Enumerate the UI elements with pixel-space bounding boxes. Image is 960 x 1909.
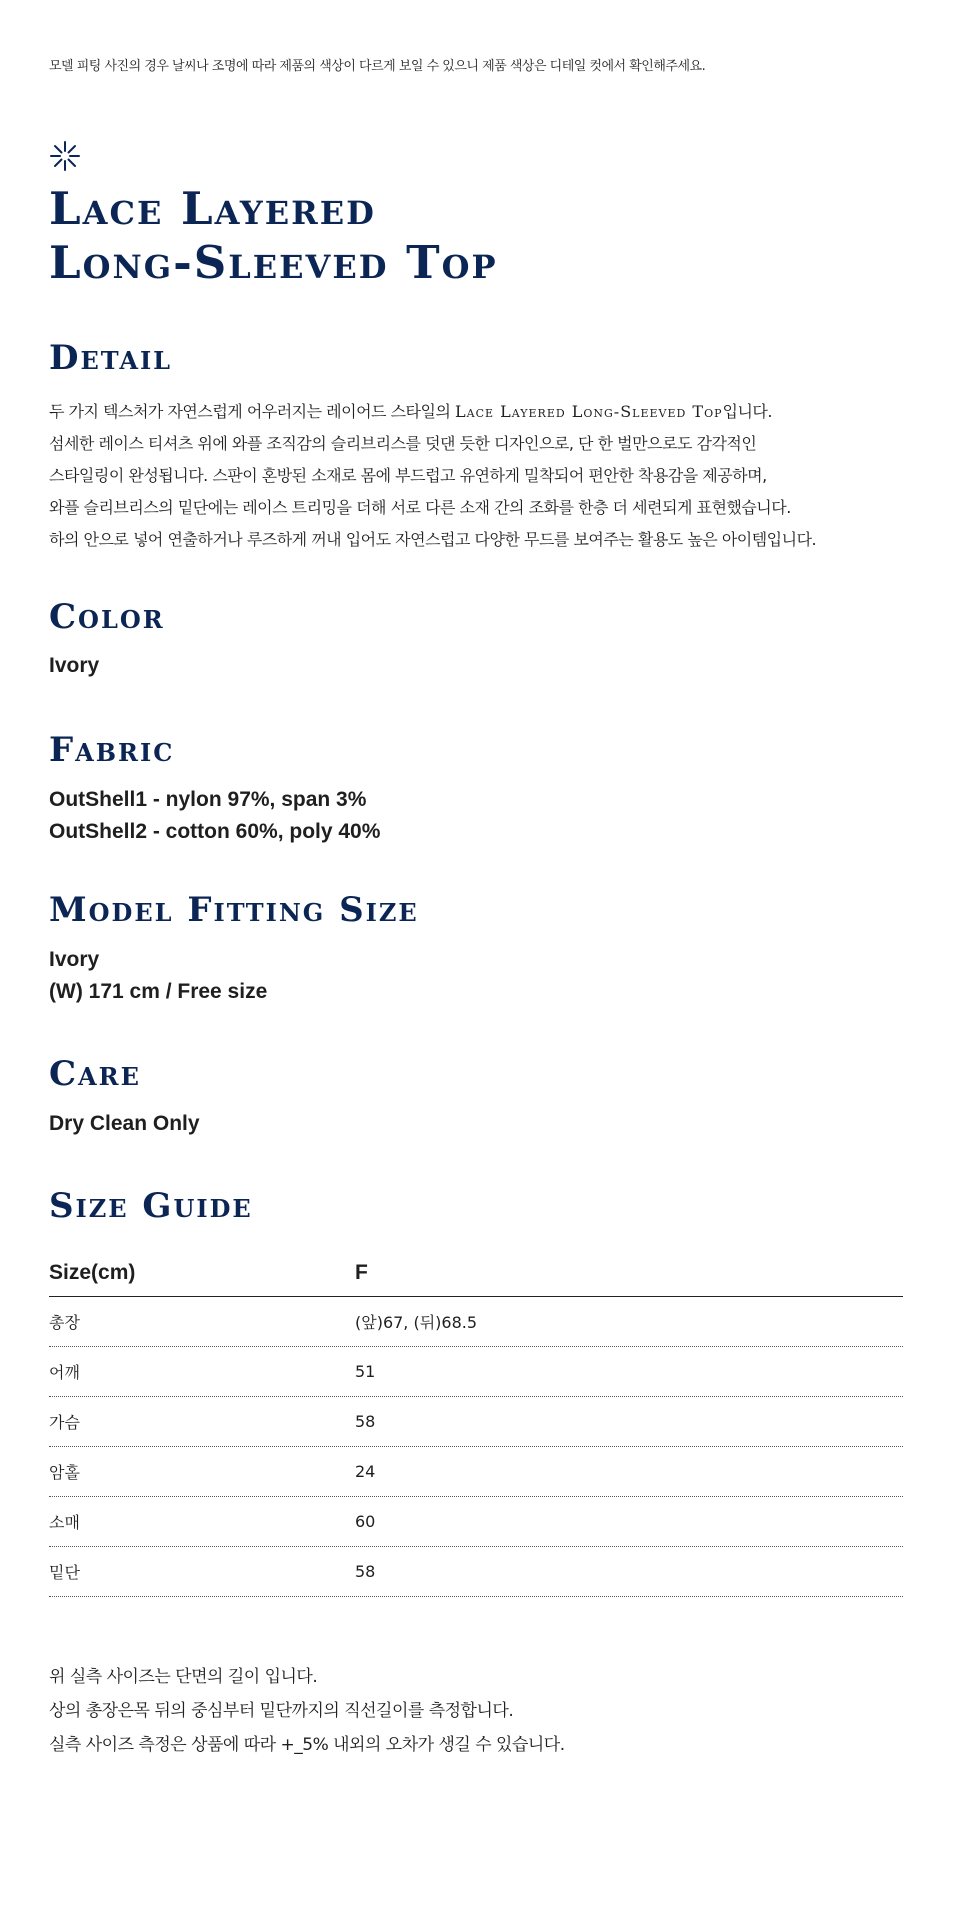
color-notice: 모델 피팅 사진의 경우 날씨나 조명에 따라 제품의 색상이 다르게 보일 수 있으니 제품 색상은 디테일 컷에서 확인해주세요. xyxy=(49,59,706,74)
model-color: Ivory xyxy=(49,948,100,971)
fabric-values xyxy=(49,784,380,848)
detail-line-4: 와플 슬리브리스의 밑단에는 레이스 트리밍을 더해 서로 다른 소재 간의 조화를 한층 더 세련되게 표현했습니다. xyxy=(49,498,791,517)
detail-line-5: 하의 안으로 넣어 연출하거나 루즈하게 꺼내 입어도 자연스럽고 다양한 무드를 보여주는 활용도 높은 아이템입니다. xyxy=(49,530,817,549)
detail-description xyxy=(49,396,816,556)
fabric-heading: Fabric xyxy=(49,730,175,770)
measurement-label: 총장 xyxy=(49,1313,80,1332)
size-table xyxy=(49,1250,903,1597)
model-size: (W) 171 cm / Free size xyxy=(49,980,268,1003)
table-row xyxy=(49,1347,903,1397)
size-note-1: 위 실측 사이즈는 단면의 길이 입니다. xyxy=(49,1667,318,1687)
table-row xyxy=(49,1547,903,1597)
care-heading: Care xyxy=(49,1054,141,1094)
measurement-value: 24 xyxy=(355,1462,376,1481)
measurement-value: (앞)67, (뒤)68.5 xyxy=(355,1313,478,1332)
color-heading: Color xyxy=(49,597,165,637)
table-row xyxy=(49,1397,903,1447)
fabric-line-2: OutShell2 - cotton 60%, poly 40% xyxy=(49,820,381,843)
detail-line-1 xyxy=(49,396,816,428)
free-size-column-header: F xyxy=(355,1261,368,1284)
measurement-label: 암홀 xyxy=(49,1463,80,1482)
detail-line-1-suffix: 입니다. xyxy=(722,402,772,421)
table-row xyxy=(49,1297,903,1347)
detail-product-name: Lace Layered Long-Sleeved Top xyxy=(455,402,723,421)
detail-line-2: 섬세한 레이스 티셔츠 위에 와플 조직감의 슬리브리스를 덧댄 듯한 디자인으로, 단 한 벌만으로도 감각적인 xyxy=(49,434,757,453)
size-note-2: 상의 총장은목 뒤의 중심부터 밑단까지의 직선길이를 측정합니다. xyxy=(49,1701,514,1721)
size-table-header xyxy=(49,1250,903,1297)
measurement-value: 60 xyxy=(355,1512,376,1531)
size-note-3: 실측 사이즈 측정은 상품에 따라 +_5% 내외의 오차가 생길 수 있습니다. xyxy=(49,1735,565,1755)
product-title-line2: Long-Sleeved Top xyxy=(49,236,498,289)
measurement-label: 가슴 xyxy=(49,1413,80,1432)
measurement-label: 밑단 xyxy=(49,1563,80,1582)
measurement-value: 51 xyxy=(355,1362,376,1381)
measurement-label: 어깨 xyxy=(49,1363,80,1382)
color-value: Ivory xyxy=(49,654,100,677)
table-row xyxy=(49,1447,903,1497)
measurement-label: 소매 xyxy=(49,1513,80,1532)
detail-line-1-text: 두 가지 텍스처가 자연스럽게 어우러지는 레이어드 스타일의 xyxy=(49,402,456,421)
measurement-value: 58 xyxy=(355,1412,376,1431)
size-column-header: Size(cm) xyxy=(49,1261,136,1284)
size-notes xyxy=(49,1660,565,1762)
detail-heading: Detail xyxy=(49,338,173,378)
fabric-line-1: OutShell1 - nylon 97%, span 3% xyxy=(49,788,367,811)
asterisk-burst-icon xyxy=(49,140,81,172)
model-fitting-heading: Model Fitting Size xyxy=(49,890,419,930)
product-title xyxy=(49,182,498,290)
model-fitting-values xyxy=(49,944,267,1008)
size-guide-heading: Size Guide xyxy=(49,1186,253,1226)
measurement-value: 58 xyxy=(355,1562,376,1581)
table-row xyxy=(49,1497,903,1547)
product-title-line1: Lace Layered xyxy=(49,182,376,235)
care-value: Dry Clean Only xyxy=(49,1112,200,1135)
detail-line-3: 스타일링이 완성됩니다. 스판이 혼방된 소재로 몸에 부드럽고 유연하게 밀착되어 편안한 착용감을 제공하며, xyxy=(49,466,767,485)
